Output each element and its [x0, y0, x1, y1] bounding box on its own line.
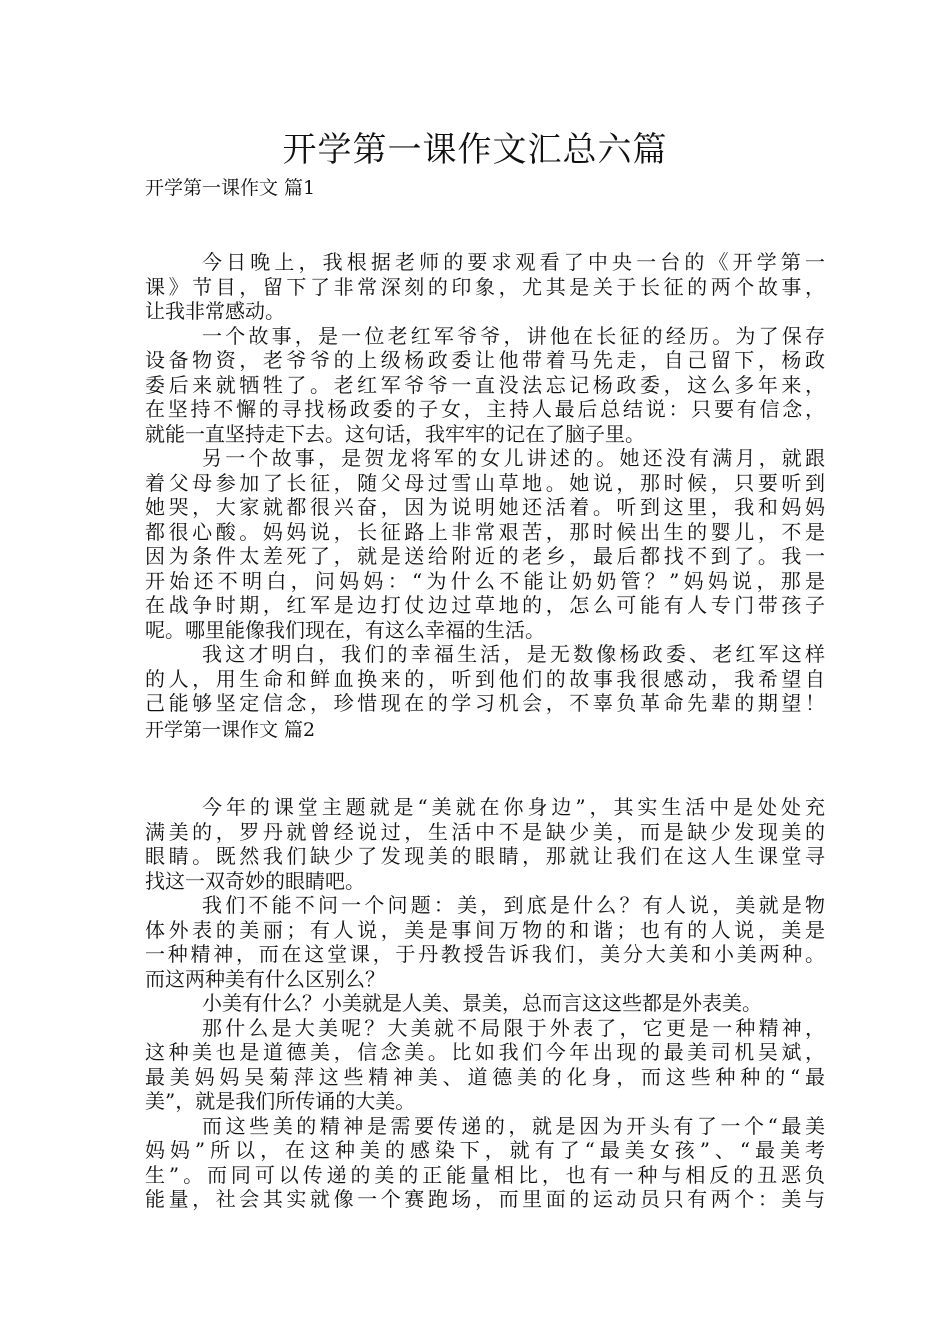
paragraph-line: 而这些美的精神是需要传递的，就是因为开头有了一个“最美: [202, 1113, 825, 1138]
paragraph-line: 课》节目，留下了非常深刻的印象，尤其是关于长征的两个故事，: [145, 274, 825, 299]
paragraph-line: 小美有什么？小美就是人美、景美，总而言这这些都是外表美。: [202, 991, 762, 1015]
paragraph-line: 我这才明白，我们的幸福生活，是无数像杨政委、老红军这样: [202, 642, 825, 666]
paragraph-line: 开始还不明白，问妈妈：“为什么不能让奶奶管？”妈妈说，那是: [145, 568, 825, 593]
paragraph-line: 妈妈”所以，在这种美的感染下，就有了“最美女孩”、“最美考: [145, 1138, 825, 1162]
paragraph-line: 找这一双奇妙的眼睛吧。: [145, 868, 365, 893]
section-heading-1: 开学第一课作文 篇1: [145, 177, 316, 199]
paragraph-line: 美”，就是我们所传诵的大美。: [145, 1089, 416, 1113]
section-heading-2: 开学第一课作文 篇2: [145, 719, 316, 741]
paragraph-line: 最美妈妈吴菊萍这些精神美、道德美的化身，而这些种种的“最: [145, 1064, 825, 1089]
paragraph-line: 一个故事，是一位老红军爷爷，讲他在长征的经历。为了保存: [202, 323, 825, 348]
paragraph-line: 在战争时期，红军是边打仗边过草地的，怎么可能有人专门带孩子: [145, 593, 825, 617]
paragraph-line: 就能一直坚持走下去。这句话，我牢牢的记在了脑子里。: [145, 421, 645, 446]
paragraph-line: 在坚持不懈的寻找杨政委的子女，主持人最后总结说：只要有信念，: [145, 397, 825, 421]
paragraph-line: 让我非常感动。: [145, 299, 285, 323]
paragraph-line: 因为条件太差死了，就是送给附近的老乡，最后都找不到了。我一: [145, 544, 825, 568]
paragraph-line: 己能够坚定信念，珍惜现在的学习机会，不辜负革命先辈的期望！: [145, 691, 825, 715]
paragraph-line: 眼睛。既然我们缺少了发现美的眼睛，那就让我们在这人生课堂寻: [145, 844, 825, 868]
paragraph-line: 她哭，大家就都很兴奋，因为说明她还活着。听到这里，我和妈妈: [145, 495, 825, 519]
paragraph-line: 另一个故事，是贺龙将军的女儿讲述的。她还没有满月，就跟: [202, 446, 825, 470]
paragraph-line: 那什么是大美呢？大美就不局限于外表了，它更是一种精神，: [202, 1015, 825, 1040]
paragraph-line: 委后来就牺牲了。老红军爷爷一直没法忘记杨政委，这么多年来，: [145, 372, 825, 397]
paragraph-line: 体外表的美丽；有人说，美是事间万物的和谐；也有的人说，美是: [145, 917, 825, 942]
paragraph-line: 生”。而同可以传递的美的正能量相比，也有一种与相反的丑恶负: [145, 1162, 825, 1187]
paragraph-line: 这种美也是道德美，信念美。比如我们今年出现的最美司机吴斌，: [145, 1040, 825, 1064]
paragraph-line: 都很心酸。妈妈说，长征路上非常艰苦，那时候出生的婴儿，不是: [145, 519, 825, 544]
paragraph-line: 呢。哪里能像我们现在，有这么幸福的生活。: [145, 617, 545, 642]
paragraph-line: 而这两种美有什么区别么？: [145, 966, 385, 991]
paragraph-line: 一种精神，而在这堂课，于丹教授告诉我们，美分大美和小美两种。: [145, 942, 825, 966]
paragraph-line: 今日晚上，我根据老师的要求观看了中央一台的《开学第一: [202, 250, 825, 274]
paragraph-line: 今年的课堂主题就是“美就在你身边”，其实生活中是处处充: [202, 795, 825, 819]
paragraph-line: 的人，用生命和鲜血换来的，听到他们的故事我很感动，我希望自: [145, 666, 825, 691]
document-title: 开学第一课作文汇总六篇: [282, 130, 668, 170]
paragraph-line: 设备物资，老爷爷的上级杨政委让他带着马先走，自己留下，杨政: [145, 348, 825, 372]
paragraph-line: 着父母参加了长征，随父母过雪山草地。她说，那时候，只要听到: [145, 470, 825, 495]
paragraph-line: 满美的，罗丹就曾经说过，生活中不是缺少美，而是缺少发现美的: [145, 819, 825, 844]
paragraph-line: 我们不能不问一个问题：美，到底是什么？有人说，美就是物: [202, 893, 825, 917]
paragraph-line: 能量，社会其实就像一个赛跑场，而里面的运动员只有两个：美与: [145, 1187, 825, 1211]
